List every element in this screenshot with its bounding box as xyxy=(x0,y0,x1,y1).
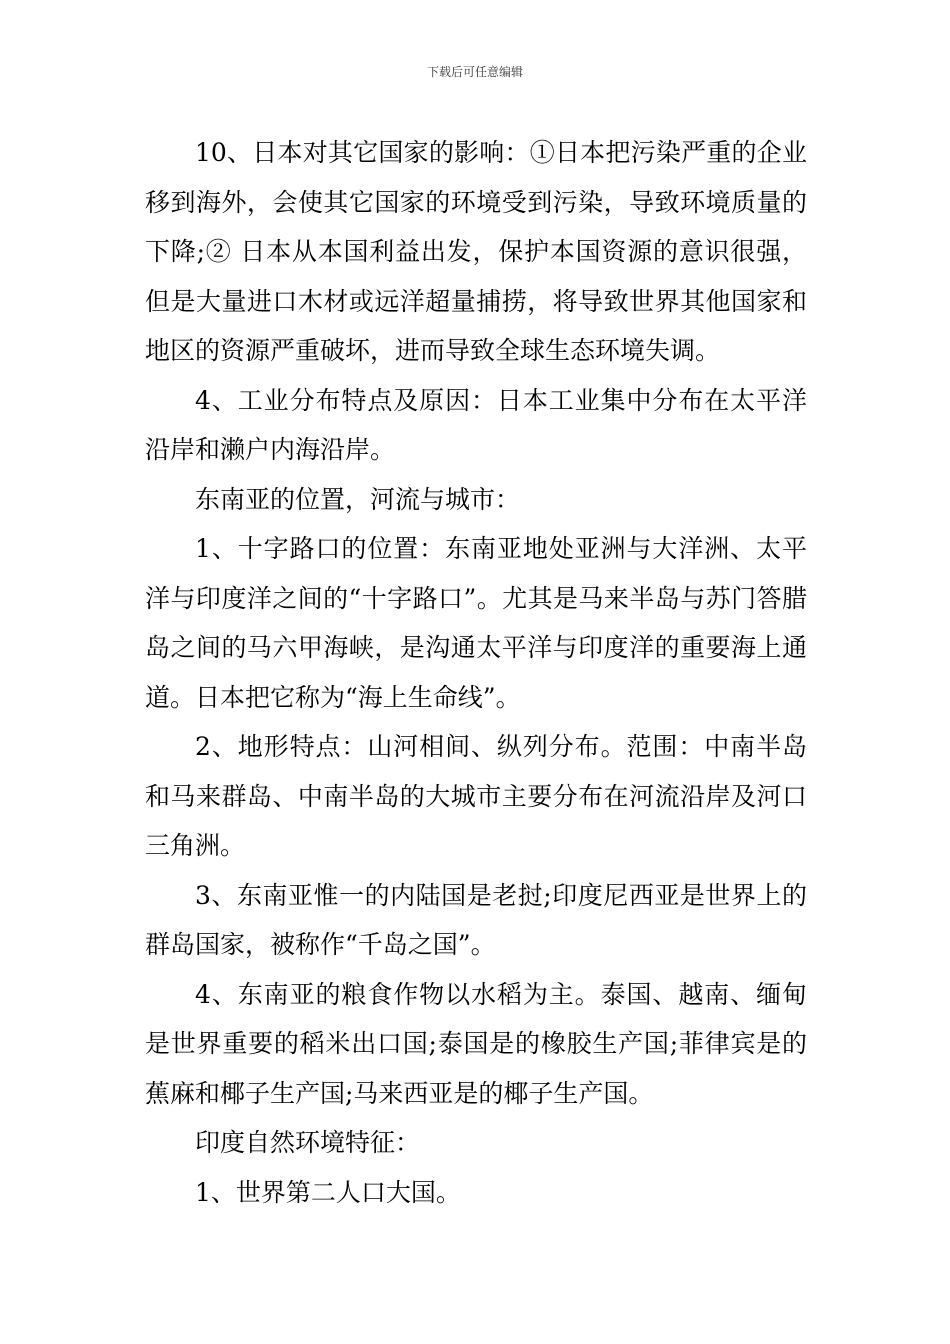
paragraph-japan-influence: 10、日本对其它国家的影响：①日本把污染严重的企业移到海外，会使其它国家的环境受到污染，导致环境质量的下降;② 日本从本国利益出发，保护本国资源的意识很强，但是大量进口木材或远洋超量捕捞，将导致世界其他国家和地区的资源严重破坏，进而导致全球生态环境失调。 xyxy=(145,138,807,365)
paragraph-laos-indonesia: 3、东南亚惟一的内陆国是老挝;印度尼西亚是世界上的群岛国家，被称作“千岛之国”。 xyxy=(145,880,807,959)
paragraph-japan-industry: 4、工业分布特点及原因：日本工业集中分布在太平洋沿岸和濑户内海沿岸。 xyxy=(145,385,807,464)
paragraph-terrain: 2、地形特点：山河相间、纵列分布。范围：中南半岛和马来群岛、中南半岛的大城市主要分布在河流沿岸及河口三角洲。 xyxy=(145,732,807,860)
page-header: 下载后可任意编辑 xyxy=(426,65,523,79)
section-heading-southeast-asia: 东南亚的位置，河流与城市： xyxy=(195,484,521,514)
document-body xyxy=(145,128,807,1217)
paragraph-crossroads: 1、十字路口的位置：东南亚地处亚洲与大洋洲、太平洋与印度洋之间的“十字路口”。尤其是马来半岛与苏门答腊岛之间的马六甲海峡，是沟通太平洋与印度洋的重要海上通道。日本把它称为“海上生命线”。 xyxy=(145,534,807,712)
paragraph-crops: 4、东南亚的粮食作物以水稻为主。泰国、越南、缅甸是世界重要的稻米出口国;泰国是的橡胶生产国;菲律宾是的蕉麻和椰子生产国;马来西亚是的椰子生产国。 xyxy=(145,979,807,1108)
section-heading-india: 印度自然环境特征： xyxy=(195,1128,421,1157)
paragraph-india-population: 1、世界第二人口大国。 xyxy=(195,1177,461,1207)
